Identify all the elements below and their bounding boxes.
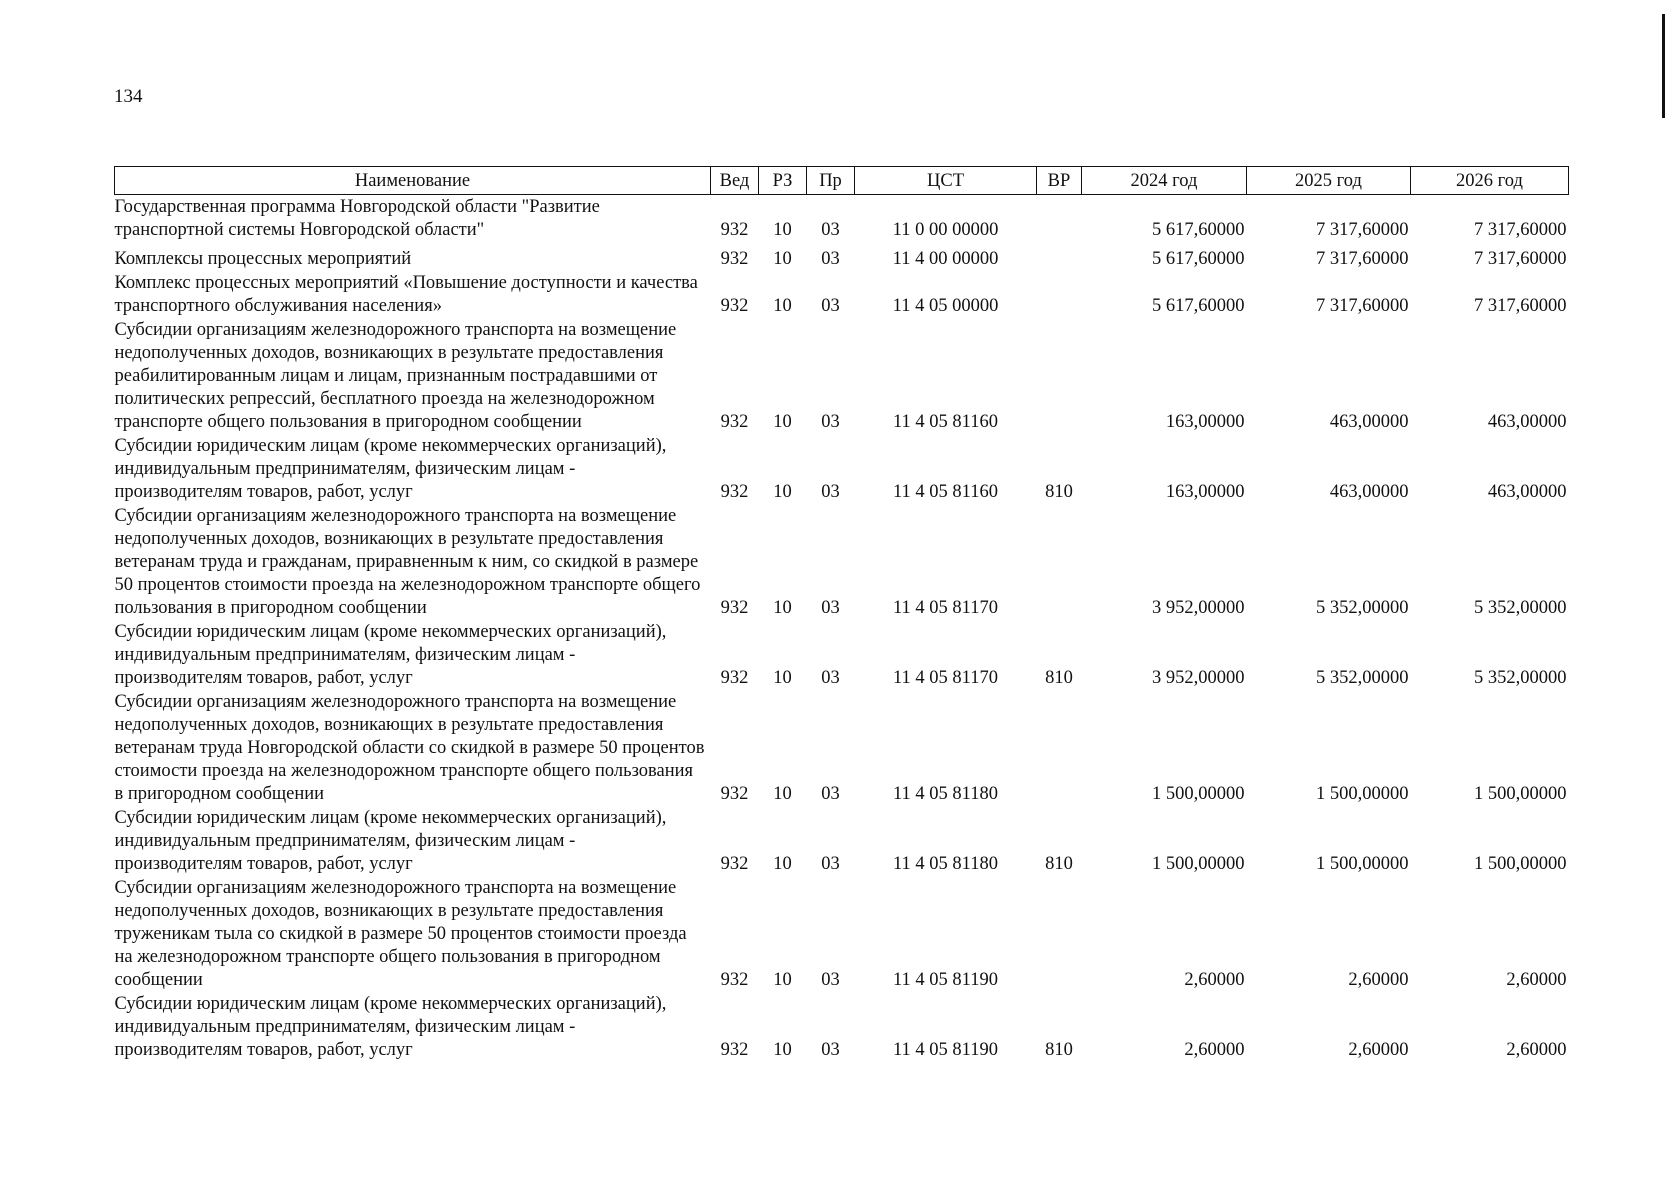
row-2024: 3 952,00000 — [1152, 598, 1245, 618]
row-pr: 03 — [821, 598, 840, 618]
row-cst: 11 4 00 00000 — [892, 249, 999, 269]
row-ved: 932 — [720, 854, 749, 874]
row-rz: 10 — [773, 296, 792, 316]
row-ved: 932 — [720, 598, 749, 618]
header-2026: 2026 год — [1411, 167, 1569, 195]
header-name: Наименование — [115, 167, 711, 195]
row-ved: 932 — [720, 1040, 749, 1060]
row-cst: 11 4 05 81170 — [892, 598, 998, 618]
row-name: Субсидии юридическим лицам (кроме некоммерческих организаций), индивидуальным предпринимателям, физическим лицам - производителям товаров, работ, услуг — [114, 436, 667, 502]
row-2024: 5 617,60000 — [1152, 220, 1245, 240]
row-2024: 5 617,60000 — [1152, 249, 1245, 269]
row-2025: 5 352,00000 — [1316, 668, 1409, 688]
row-rz: 10 — [773, 249, 792, 269]
row-rz: 10 — [773, 668, 792, 688]
row-2024: 2,60000 — [1184, 1040, 1245, 1060]
row-2025: 1 500,00000 — [1316, 784, 1409, 804]
row-name: Государственная программа Новгородской области "Развитие транспортной системы Новгородской области" — [114, 197, 600, 240]
row-pr: 03 — [821, 784, 840, 804]
table-row — [115, 806, 1569, 876]
header-vr: ВР — [1037, 167, 1082, 195]
row-cst: 11 4 05 81190 — [892, 1040, 998, 1060]
table-row — [115, 318, 1569, 434]
row-2025: 2,60000 — [1348, 970, 1409, 990]
row-2026: 1 500,00000 — [1474, 854, 1567, 874]
table-row — [115, 242, 1569, 271]
row-2026: 7 317,60000 — [1474, 296, 1567, 316]
row-rz: 10 — [773, 220, 792, 240]
row-rz: 10 — [773, 854, 792, 874]
row-2024: 3 952,00000 — [1152, 668, 1245, 688]
header-2024: 2024 год — [1082, 167, 1247, 195]
table-row — [115, 271, 1569, 318]
row-pr: 03 — [821, 296, 840, 316]
row-pr: 03 — [821, 1040, 840, 1060]
row-ved: 932 — [720, 970, 749, 990]
row-ved: 932 — [720, 296, 749, 316]
row-2024: 163,00000 — [1165, 482, 1245, 502]
row-cst: 11 4 05 81180 — [892, 854, 998, 874]
row-rz: 10 — [773, 784, 792, 804]
row-2026: 2,60000 — [1506, 970, 1567, 990]
row-pr: 03 — [821, 412, 840, 432]
row-2026: 463,00000 — [1487, 482, 1567, 502]
row-cst: 11 4 05 81160 — [892, 482, 998, 502]
row-cst: 11 0 00 00000 — [892, 220, 999, 240]
row-2025: 5 352,00000 — [1316, 598, 1409, 618]
header-rz: РЗ — [759, 167, 807, 195]
row-name: Субсидии организациям железнодорожного транспорта на возмещение недополученных доходов, возникающих в результате предоставления труженикам тыла со скидкой в размере 50 процентов стоимости проезда на железнодорожном транспорте общего пользования в пригородном сообщении — [114, 878, 687, 990]
row-rz: 10 — [773, 1040, 792, 1060]
scan-edge-mark — [1662, 14, 1665, 118]
row-ved: 932 — [720, 668, 749, 688]
row-vr: 810 — [1045, 482, 1073, 502]
row-rz: 10 — [773, 598, 792, 618]
row-cst: 11 4 05 81180 — [892, 784, 998, 804]
row-name: Субсидии организациям железнодорожного транспорта на возмещение недополученных доходов, возникающих в результате предоставления ветеранам труда Новгородской области со скидкой в размере 50 процентов стоимости проезда на железнодорожном транспорте общего пользования в пригородном сообщении — [114, 692, 705, 804]
row-2026: 463,00000 — [1487, 412, 1567, 432]
row-cst: 11 4 05 81190 — [892, 970, 998, 990]
row-vr — [1037, 242, 1082, 271]
row-ved: 932 — [720, 249, 749, 269]
table-row — [115, 504, 1569, 620]
row-pr: 03 — [821, 220, 840, 240]
row-vr: 810 — [1045, 668, 1073, 688]
row-2025: 2,60000 — [1348, 1040, 1409, 1060]
row-cst: 11 4 05 81160 — [892, 412, 998, 432]
row-2024: 5 617,60000 — [1152, 296, 1245, 316]
row-2025: 1 500,00000 — [1316, 854, 1409, 874]
row-vr — [1037, 271, 1082, 318]
row-vr — [1037, 195, 1082, 243]
row-name: Субсидии юридическим лицам (кроме некоммерческих организаций), индивидуальным предпринимателям, физическим лицам - производителям товаров, работ, услуг — [114, 808, 667, 874]
row-2024: 163,00000 — [1165, 412, 1245, 432]
row-2025: 7 317,60000 — [1316, 220, 1409, 240]
table-row — [115, 434, 1569, 504]
header-2025: 2025 год — [1247, 167, 1411, 195]
row-pr: 03 — [821, 854, 840, 874]
row-2026: 1 500,00000 — [1474, 784, 1567, 804]
table-header-row — [115, 167, 1569, 195]
table-row — [115, 690, 1569, 806]
row-ved: 932 — [720, 784, 749, 804]
row-name: Субсидии юридическим лицам (кроме некоммерческих организаций), индивидуальным предпринимателям, физическим лицам - производителям товаров, работ, услуг — [114, 994, 667, 1060]
row-name: Комплекс процессных мероприятий «Повышение доступности и качества транспортного обслуживания населения» — [114, 273, 698, 316]
table-row — [115, 620, 1569, 690]
row-ved: 932 — [720, 220, 749, 240]
row-vr — [1037, 690, 1082, 806]
row-pr: 03 — [821, 668, 840, 688]
table-row — [115, 876, 1569, 992]
row-2024: 1 500,00000 — [1152, 784, 1245, 804]
row-vr — [1037, 318, 1082, 434]
row-pr: 03 — [821, 970, 840, 990]
row-pr: 03 — [821, 249, 840, 269]
row-name: Субсидии организациям железнодорожного транспорта на возмещение недополученных доходов, возникающих в результате предоставления ветеранам труда и гражданам, приравненным к ним, со скидкой в размере 50 процентов стоимости проезда на железнодорожном транспорте общего пользования в пригородном сообщении — [114, 506, 701, 618]
row-vr: 810 — [1045, 854, 1073, 874]
row-vr — [1037, 504, 1082, 620]
row-name: Субсидии юридическим лицам (кроме некоммерческих организаций), индивидуальным предпринимателям, физическим лицам - производителям товаров, работ, услуг — [114, 622, 667, 688]
header-pr: Пр — [807, 167, 855, 195]
row-2025: 463,00000 — [1329, 412, 1409, 432]
table-row — [115, 992, 1569, 1062]
budget-table — [114, 166, 1569, 1062]
page-number: 134 — [114, 86, 143, 107]
row-2024: 1 500,00000 — [1152, 854, 1245, 874]
row-2025: 463,00000 — [1329, 482, 1409, 502]
row-name: Комплексы процессных мероприятий — [114, 249, 412, 269]
row-vr: 810 — [1045, 1040, 1073, 1060]
row-2026: 5 352,00000 — [1474, 668, 1567, 688]
header-ved: Вед — [711, 167, 759, 195]
row-name: Субсидии организациям железнодорожного транспорта на возмещение недополученных доходов, возникающих в результате предоставления реабилитированным лицам и лицам, признанным пострадавшими от политических репрессий, бесплатного проезда на железнодорожном транспорте общего пользования в пригородном сообщении — [114, 320, 677, 432]
row-ved: 932 — [720, 412, 749, 432]
row-2026: 2,60000 — [1506, 1040, 1567, 1060]
row-2025: 7 317,60000 — [1316, 249, 1409, 269]
row-ved: 932 — [720, 482, 749, 502]
row-rz: 10 — [773, 482, 792, 502]
row-rz: 10 — [773, 412, 792, 432]
row-2025: 7 317,60000 — [1316, 296, 1409, 316]
row-cst: 11 4 05 00000 — [892, 296, 999, 316]
row-vr — [1037, 876, 1082, 992]
row-cst: 11 4 05 81170 — [892, 668, 998, 688]
header-cst: ЦСТ — [855, 167, 1037, 195]
row-2026: 7 317,60000 — [1474, 249, 1567, 269]
row-rz: 10 — [773, 970, 792, 990]
row-2024: 2,60000 — [1184, 970, 1245, 990]
row-2026: 7 317,60000 — [1474, 220, 1567, 240]
table-row — [115, 195, 1569, 243]
row-pr: 03 — [821, 482, 840, 502]
row-2026: 5 352,00000 — [1474, 598, 1567, 618]
